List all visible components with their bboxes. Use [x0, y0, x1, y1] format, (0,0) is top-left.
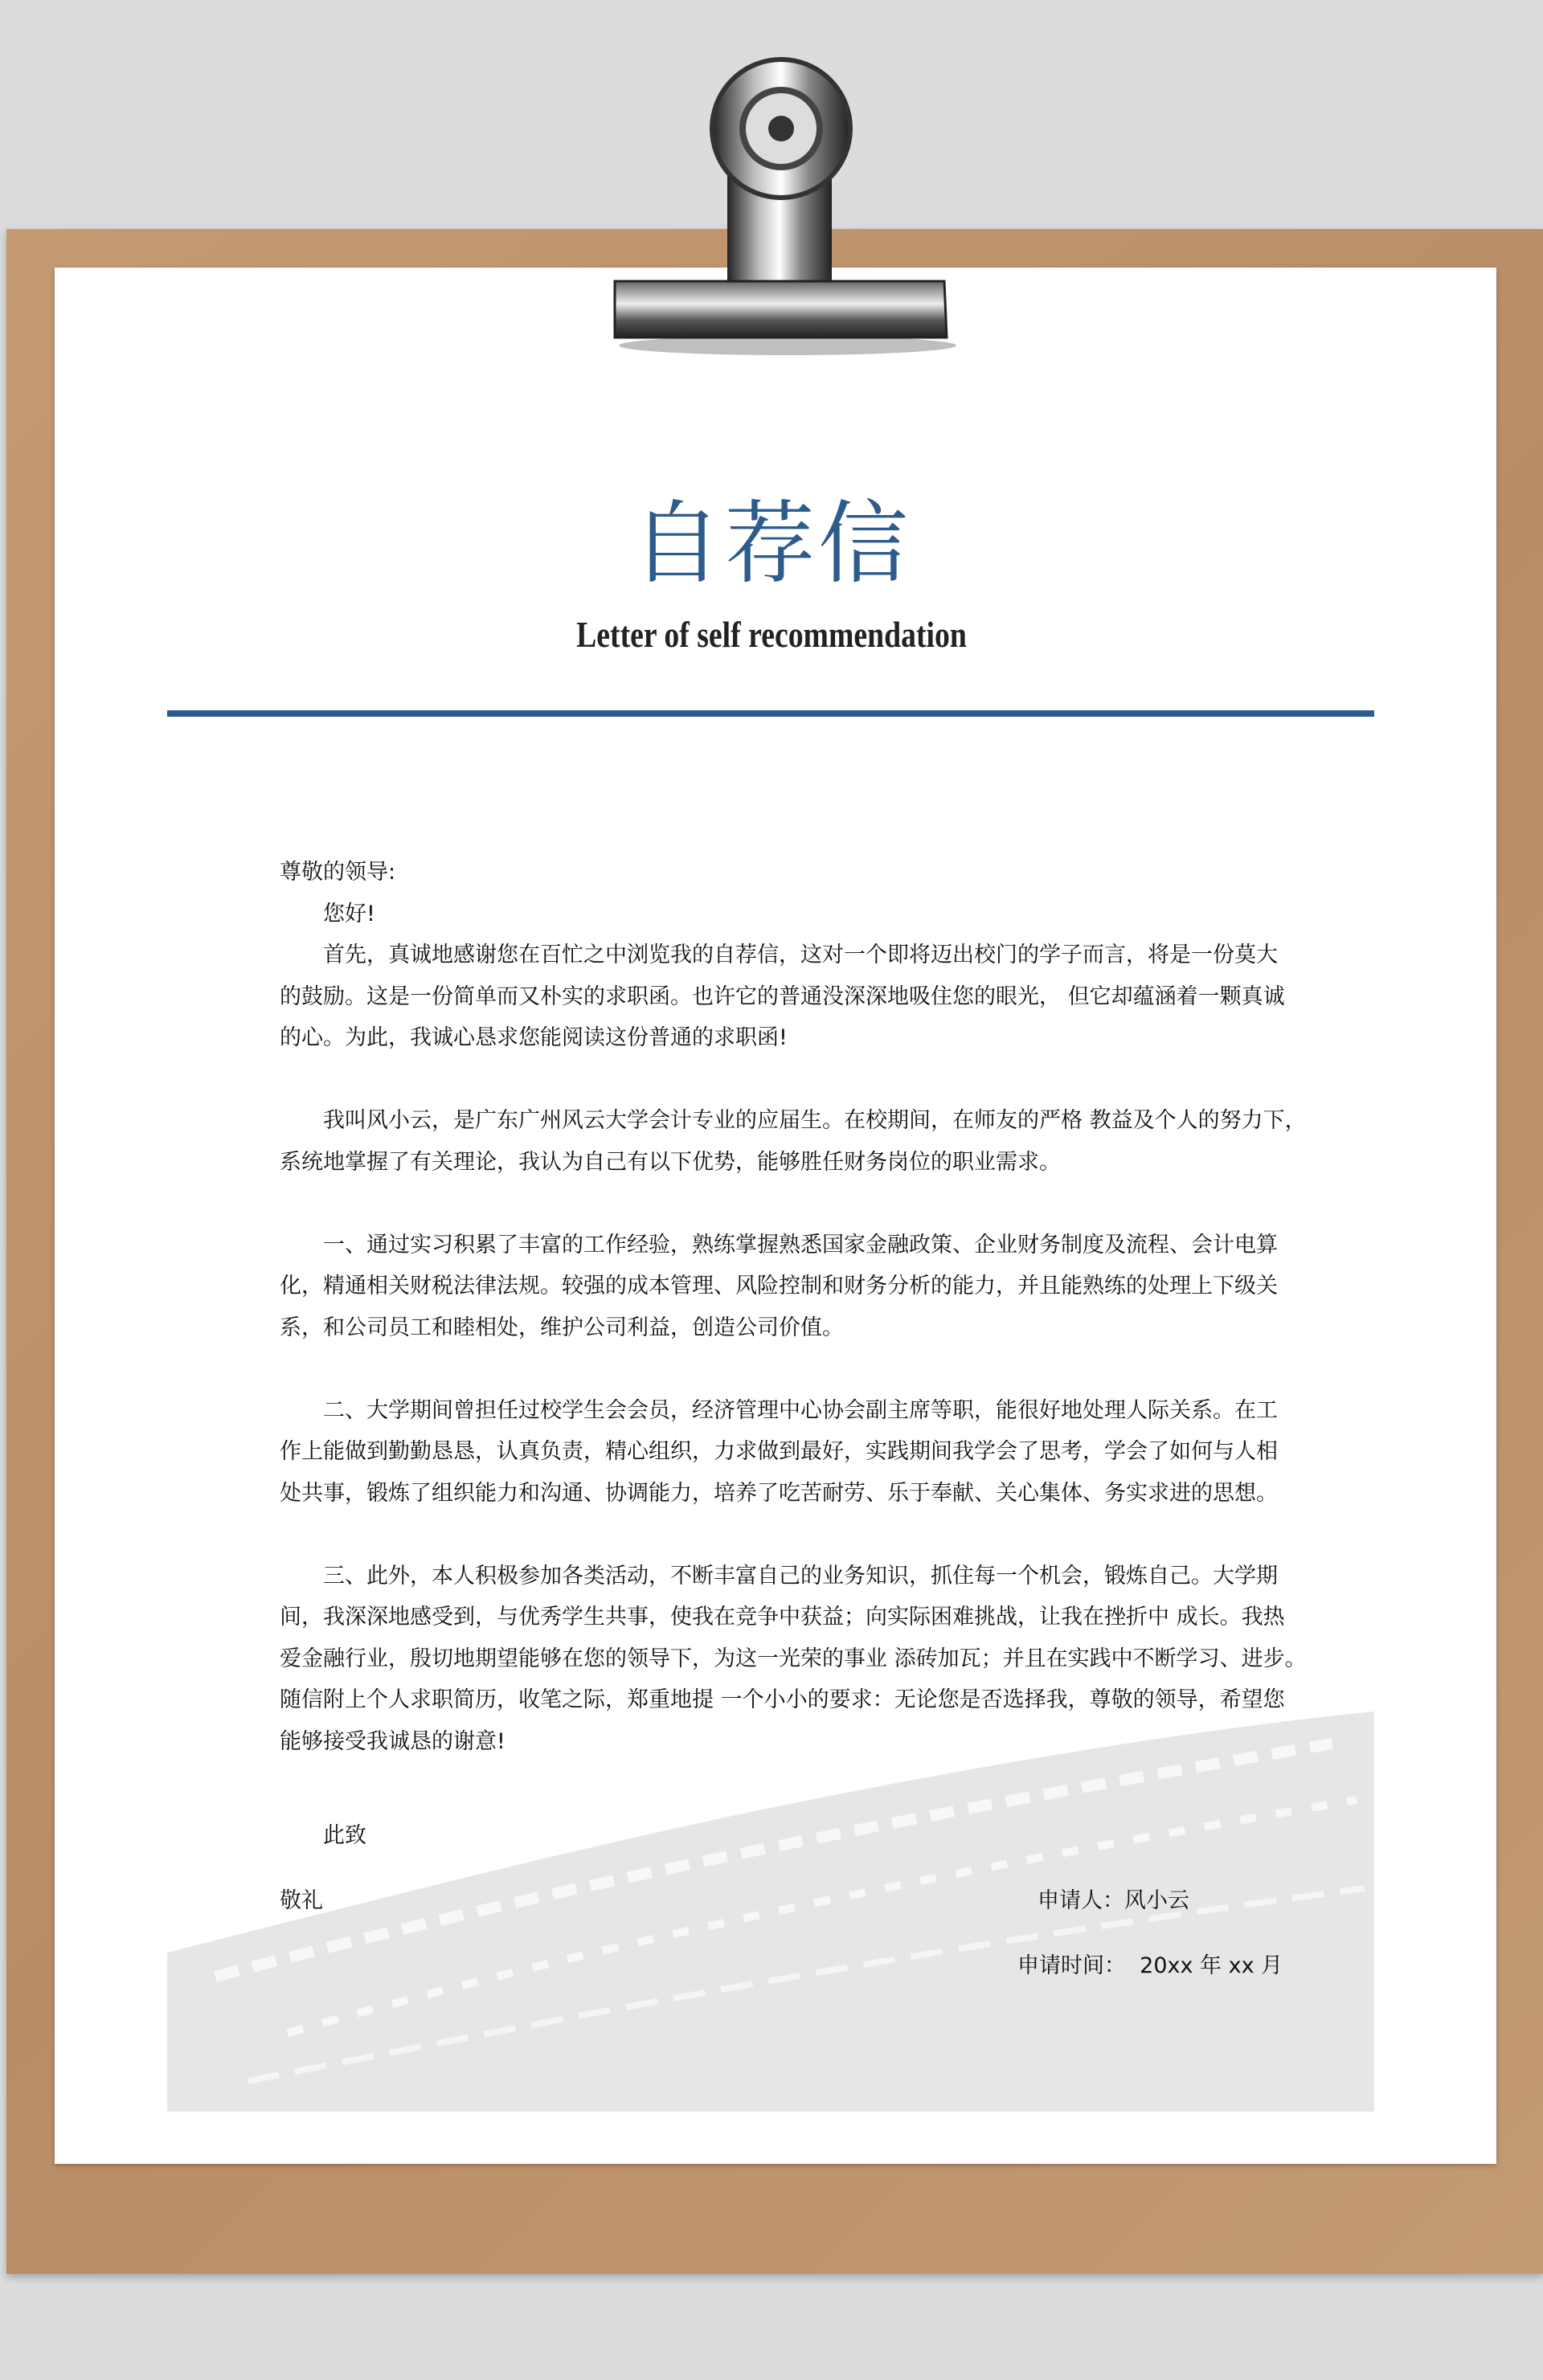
text-line: 的鼓励。这是一份简单而又朴实的求职函。也许它的普通没深深地吸住您的眼光， 但它却蕴涵着一颗真诚: [280, 983, 1285, 1009]
text-line: 能够接受我诚恳的谢意!: [280, 1728, 505, 1754]
text-line: 处共事，锻炼了组织能力和沟通、协调能力，培养了吃苦耐劳、乐于奉献、关心集体、务实求进的思想。: [280, 1480, 1278, 1506]
paragraph-2: [280, 1100, 1307, 1183]
text-line: 二、大学期间曾担任过校学生会会员，经济管理中心协会副主席等职，能很好地处理人际关系。在工: [323, 1397, 1278, 1423]
text-line: 我叫风小云，是广东广州风云大学会计专业的应届生。在校期间，在师友的严格 教益及个人的努力下，: [323, 1108, 1307, 1133]
title-divider: [167, 710, 1374, 717]
paragraph-5: [280, 1556, 1307, 1763]
text-line: 爱金融行业，殷切地期望能够在您的领导下，为这一光荣的事业 添砖加瓦；并且在实践中不断学习、进步。: [280, 1646, 1307, 1671]
text-line: 的心。为此，我诚心恳求您能阅读这份普通的求职函!: [280, 1025, 788, 1050]
text-line: 间，我深深地感受到，与优秀学生共事，使我在竞争中获益；向实际困难挑战，让我在挫折中 成长。我热: [280, 1605, 1285, 1630]
paragraph-4: [280, 1390, 1278, 1515]
text-line: 作上能做到勤勤恳恳，认真负责，精心组织，力求做到最好，实践期间我学会了思考，学会了如何与人相: [280, 1439, 1278, 1464]
closing-line-1: 此致: [323, 1823, 366, 1848]
text-line: 随信附上个人求职简历，收笔之际，郑重地提 一个小小的要求：无论您是否选择我，尊敬的领导，希望您: [280, 1687, 1285, 1712]
applicant-name: 申请人：风小云: [1038, 1888, 1189, 1913]
letter-body: [280, 852, 1307, 1762]
closing-line-2: 敬礼: [280, 1888, 323, 1913]
text-line: 系，和公司员工和睦相处，维护公司利益，创造公司价值。: [280, 1315, 844, 1340]
text-line: 系统地掌握了有关理论，我认为自己有以下优势，能够胜任财务岗位的职业需求。: [280, 1149, 1061, 1175]
paragraph-1: [280, 934, 1285, 1059]
text-line: 一、通过实习积累了丰富的工作经验，熟练掌握熟悉国家金融政策、企业财务制度及流程、会计电算: [323, 1232, 1278, 1257]
page-subtitle: Letter of self recommendation: [576, 614, 967, 655]
greeting: 您好!: [323, 901, 375, 926]
salutation: 尊敬的领导:: [280, 860, 396, 885]
text-line: 首先，真诚地感谢您在百忙之中浏览我的自荐信，这对一个即将迈出校门的学子而言，将是一份莫大: [323, 943, 1278, 967]
brush-stroke-decoration: [167, 1711, 1374, 2112]
binder-clip-icon: [0, 0, 1543, 370]
paragraph-3: [280, 1225, 1278, 1349]
text-line: 三、此外，本人积极参加各类活动，不断丰富自己的业务知识，抓住每一个机会，锻炼自己。大学期: [323, 1563, 1278, 1589]
text-line: 化，精通相关财税法律法规。较强的成本管理、风险控制和财务分析的能力，并且能熟练的处理上下级关: [280, 1274, 1278, 1298]
page-title: 自荐信: [632, 492, 911, 596]
application-date: 申请时间： 20xx 年 xx 月: [1017, 1953, 1283, 1978]
